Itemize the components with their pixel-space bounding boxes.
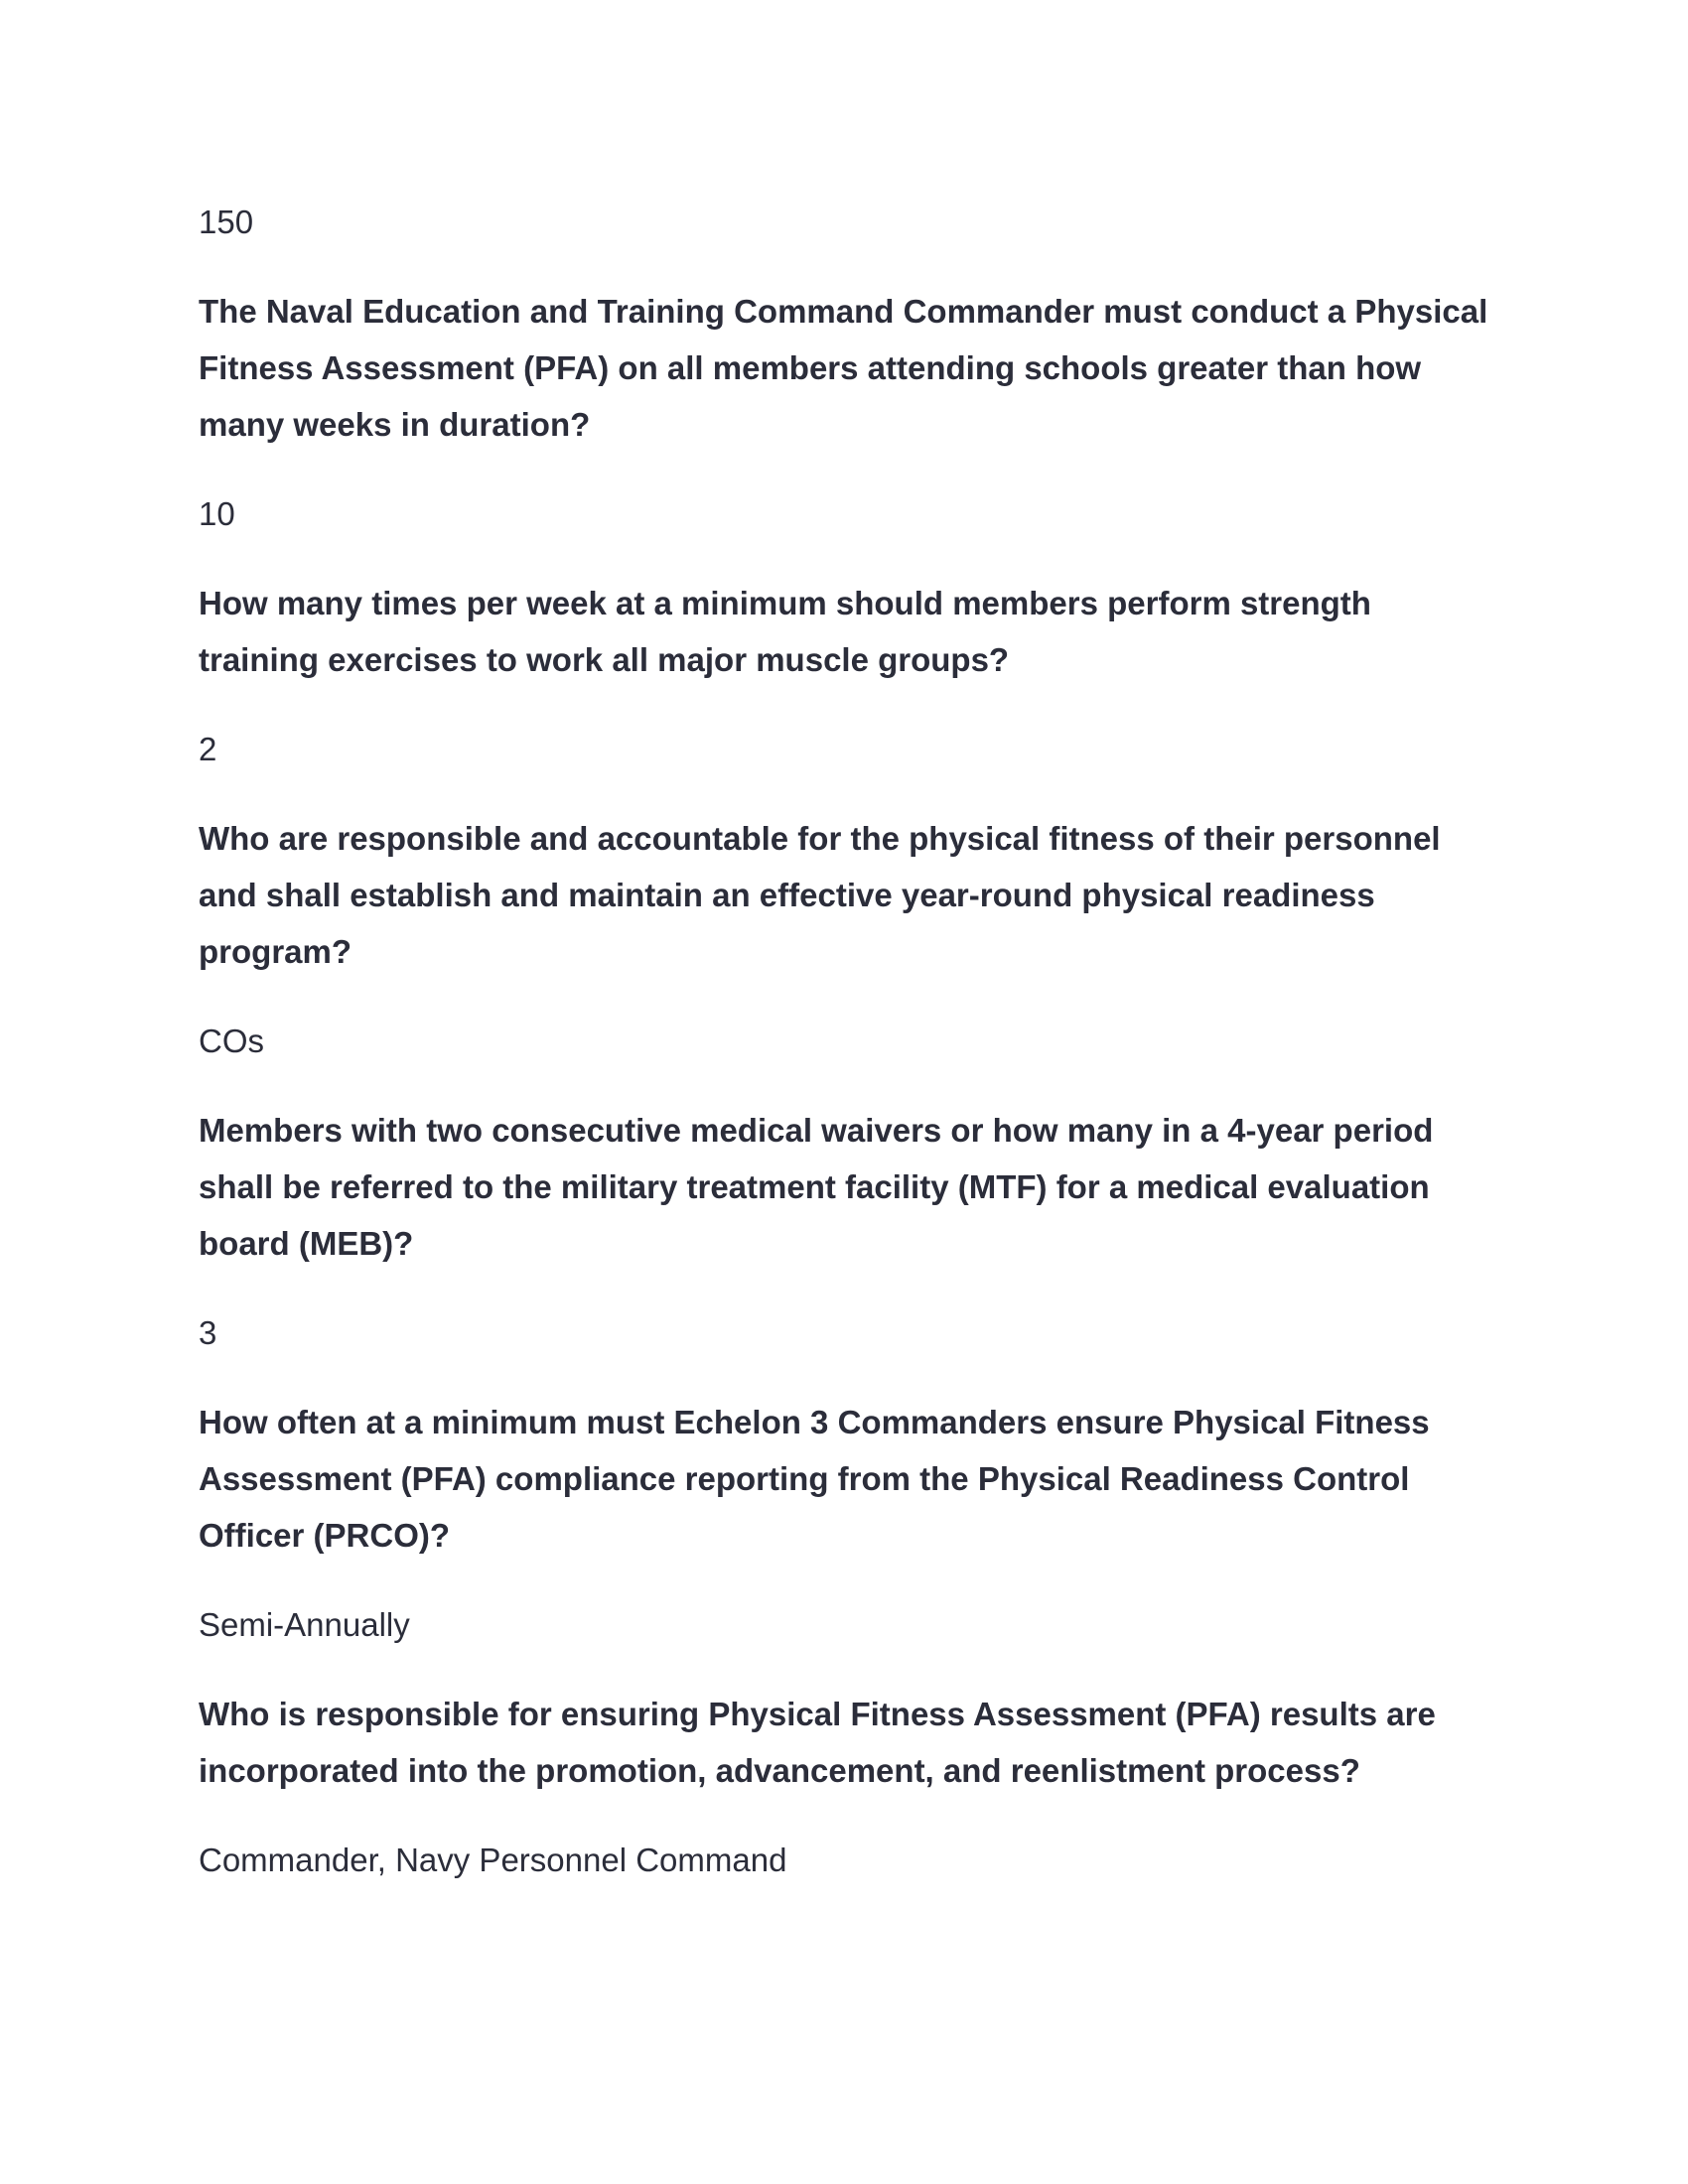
answer-text: 2 <box>199 731 217 767</box>
question-text: Who are responsible and accountable for the physical fitness of their personnel and shall establish and maintain an effective year-round physical readiness program? <box>199 820 1441 970</box>
answer-text: 3 <box>199 1314 217 1351</box>
question-text: The Naval Education and Training Command Commander must conduct a Physical Fitness Assessment (PFA) on all members attending schools greater than how many weeks in duration? <box>199 293 1488 443</box>
answer-text: COs <box>199 1023 264 1059</box>
answer-text: 150 <box>199 204 254 240</box>
answer-text: Semi-Annually <box>199 1606 410 1643</box>
answer-text: Commander, Navy Personnel Command <box>199 1842 787 1878</box>
question-text: How often at a minimum must Echelon 3 Commanders ensure Physical Fitness Assessment (PFA) compliance reporting from the Physical Readiness Control Officer (PRCO)? <box>199 1404 1430 1554</box>
answer-text: 10 <box>199 495 235 532</box>
question-text: Who is responsible for ensuring Physical Fitness Assessment (PFA) results are incorporated into the promotion, advancement, and reenlistment process? <box>199 1696 1436 1789</box>
question-text: Members with two consecutive medical waivers or how many in a 4-year period shall be referred to the military treatment facility (MTF) for a medical evaluation board (MEB)? <box>199 1112 1434 1262</box>
document-page <box>199 194 1489 1888</box>
question-text: How many times per week at a minimum should members perform strength training exercises to work all major muscle groups? <box>199 585 1371 678</box>
